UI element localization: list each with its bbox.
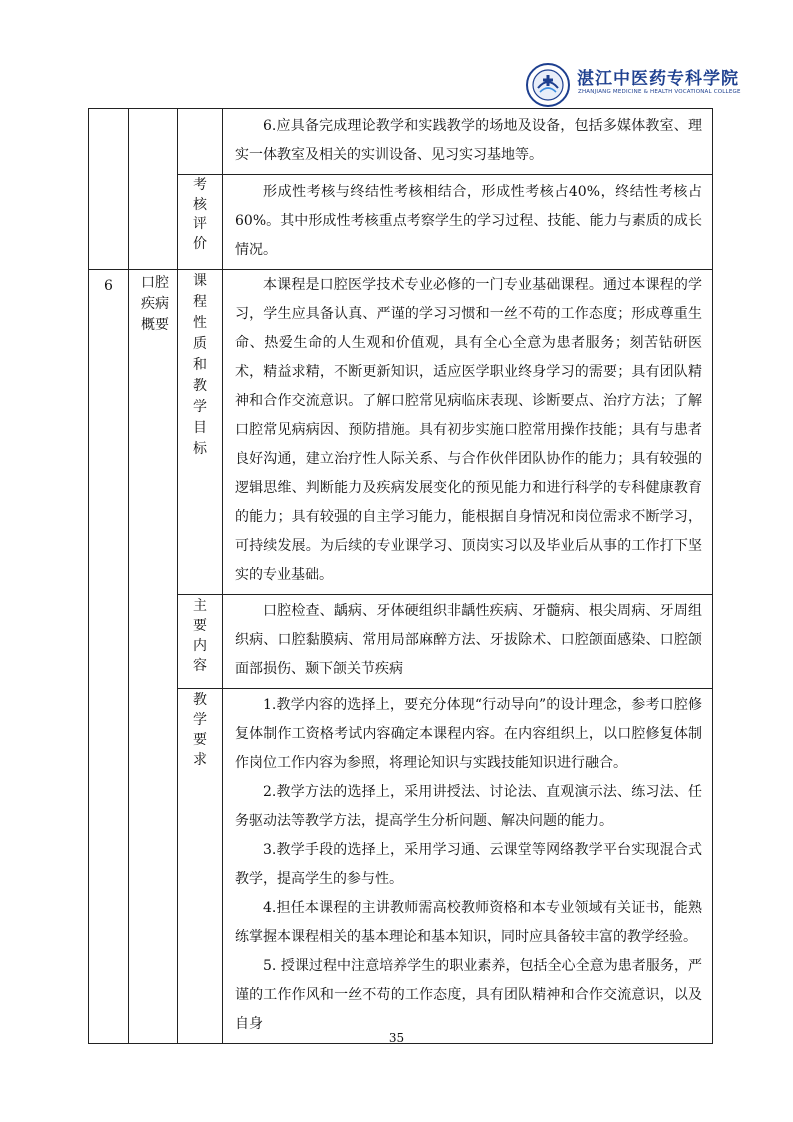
requirements-label-char: 教	[193, 692, 207, 708]
assessment-label-char: 考	[193, 177, 207, 193]
requirements-label-char: 学	[193, 712, 207, 728]
requirement-item: 5. 授课过程中注意培养学生的职业素养，包括全心全意为患者服务，严谨的工作作风和一丝不苟的工作态度，具有团队精神和合作交流意识，以及自身	[235, 958, 702, 1032]
section-label-cell	[178, 109, 223, 175]
table-row	[89, 109, 713, 175]
nature-label-char: 标	[193, 441, 207, 457]
assessment-label-char: 评	[193, 216, 207, 232]
page-number: 35	[388, 1031, 405, 1045]
main-content-text: 口腔检查、龋病、牙体硬组织非龋性疾病、牙髓病、根尖周病、牙周组织病、口腔黏膜病、常用局部麻醉方法、牙拔除术、口腔颌面感染、口腔颌面部损伤、颞下颌关节疾病	[235, 603, 702, 677]
requirement-item: 3.教学手段的选择上，采用学习通、云课堂等网络教学平台实现混合式教学，提高学生的参与性。	[235, 842, 702, 887]
teaching-requirements-cell	[223, 689, 713, 1044]
assessment-label-char: 价	[193, 235, 207, 252]
teaching-conditions-text: 6.应具备完成理论教学和实践教学的场地及设备，包括多媒体教室、理实一体教室及相关的实训设备、见习实习基地等。	[235, 118, 702, 163]
course-table	[88, 108, 713, 1044]
nature-label-char: 教	[193, 378, 207, 394]
content-label-cell	[178, 595, 223, 689]
requirement-item: 2.教学方法的选择上，采用讲授法、讨论法、直观演示法、练习法、任务驱动法等教学方法，提高学生分析问题、解决问题的能力。	[235, 784, 702, 829]
table-row	[89, 270, 713, 595]
course-name-cell	[129, 109, 178, 270]
table-row	[89, 175, 713, 270]
table-row	[89, 595, 713, 689]
content-label-char: 容	[193, 658, 207, 674]
assessment-text: 形成性考核与终结性考核相结合，形成性考核占40%，终结性考核占60%。其中形成性考核重点考察学生的学习过程、技能、能力与素质的成长情况。	[235, 184, 702, 258]
nature-label-char: 程	[193, 294, 207, 310]
content-label-char: 主	[193, 598, 207, 614]
main-content-cell	[223, 595, 713, 689]
course-name-cell	[129, 270, 178, 1044]
number-cell	[89, 109, 129, 270]
requirement-item: 4.担任本课程的主讲教师需高校教师资格和本专业领域有关证书，能熟练掌握本课程相关的基本理论和基本知识，同时应具备较丰富的教学经验。	[235, 900, 702, 945]
nature-label-char: 学	[193, 399, 207, 415]
content-label-char: 内	[193, 638, 207, 654]
course-name: 口腔疾病概要	[141, 275, 169, 333]
college-name-en: ZHANJIANG MEDICINE & HEALTH VOCATIONAL COLLEGE	[578, 89, 741, 95]
assessment-label-char: 核	[193, 196, 207, 213]
nature-label-char: 性	[193, 315, 207, 331]
nature-label-cell	[178, 270, 223, 595]
college-logo	[525, 62, 741, 108]
nature-label-char: 课	[193, 273, 207, 289]
college-emblem-icon	[525, 62, 571, 108]
college-name-cn: 湛江中医药专科学院	[577, 69, 739, 89]
number-cell	[89, 270, 129, 1044]
requirements-label-char: 求	[193, 752, 207, 768]
requirements-label-char: 要	[193, 732, 207, 748]
content-label-char: 要	[193, 618, 207, 634]
nature-objectives-cell	[223, 270, 713, 595]
table-row	[89, 689, 713, 1044]
nature-label-char: 目	[193, 420, 207, 436]
teaching-conditions-cell	[223, 109, 713, 175]
assessment-cell	[223, 175, 713, 270]
nature-label-char: 质	[193, 336, 207, 352]
row-number: 6	[104, 278, 113, 294]
nature-label-char: 和	[193, 357, 207, 373]
requirements-label-cell	[178, 689, 223, 1044]
assessment-label-cell	[178, 175, 223, 270]
requirement-item: 1.教学内容的选择上，要充分体现“行动导向”的设计理念，参考口腔修复体制作工资格考试内容确定本课程内容。在内容组织上，以口腔修复体制作岗位工作内容为参照，将理论知识与实践技能知识进行融合。	[235, 697, 702, 771]
nature-objectives-text: 本课程是口腔医学技术专业必修的一门专业基础课程。通过本课程的学习，学生应具备认真、严谨的学习习惯和一丝不苟的工作态度；形成尊重生命、热爱生命的人生观和价值观，具有全心全意为患者服务；刻苦钻研医术，精益求精，不断更新知识，适应医学职业终身学习的需要；具有团队精神和合作交流意识。了解口腔常见病临床表现、诊断要点、治疗方法；了解口腔常见病病因、预防措施。具有初步实施口腔常用操作技能；具有与患者良好沟通，建立治疗性人际关系、与合作伙伴团队协作的能力；具有较强的逻辑思维、判断能力及疾病发展变化的预见能力和进行科学的专科健康教育的能力；具有较强的自主学习能力，能根据自身情况和岗位需求不断学习，可持续发展。为后续的专业课学习、顶岗实习以及毕业后从事的工作打下坚实的专业基础。	[235, 277, 702, 583]
